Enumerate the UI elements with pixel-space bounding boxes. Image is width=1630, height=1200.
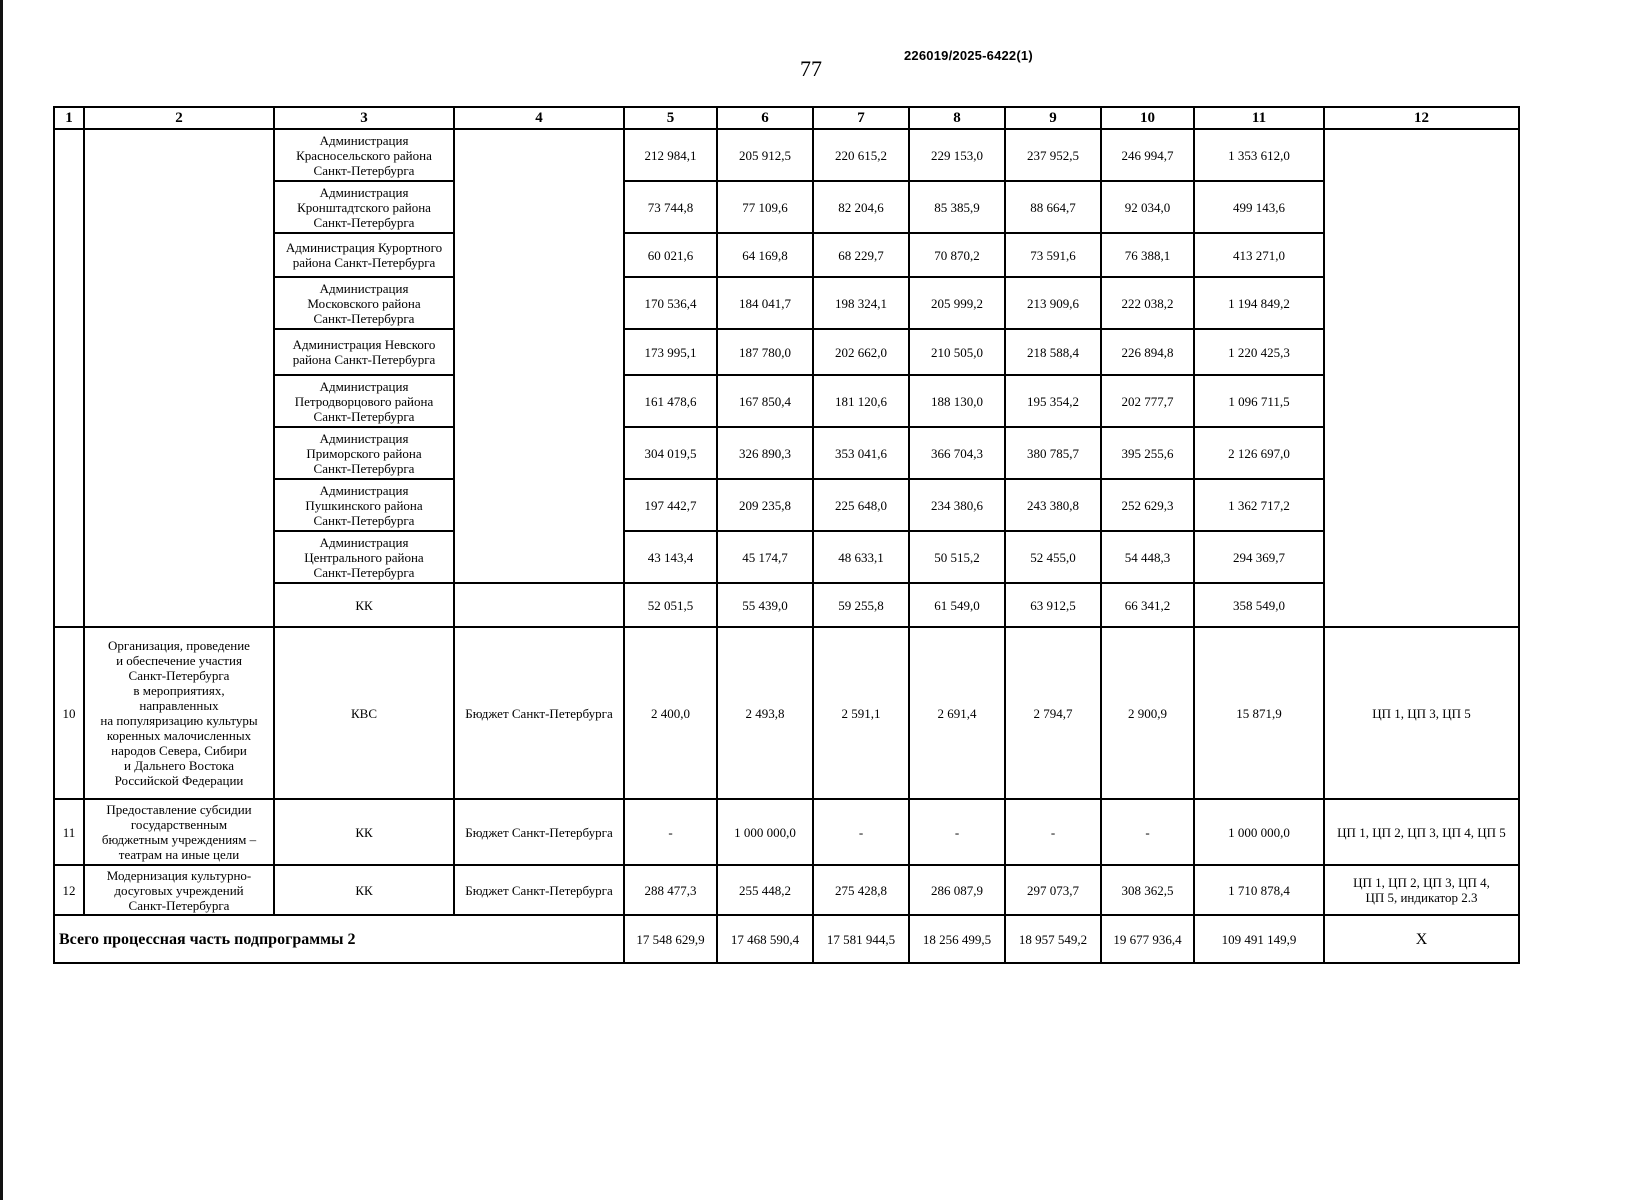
text-line: Администрация xyxy=(319,430,409,446)
amount-cell: 60 021,6 xyxy=(624,233,717,277)
text-line: Центрального района xyxy=(304,549,424,565)
amount-cell: 209 235,8 xyxy=(717,479,813,531)
text-line: бюджетным учреждениям – xyxy=(101,832,257,847)
amount-cell: 61 549,0 xyxy=(909,583,1005,627)
amount-cell: 1 096 711,5 xyxy=(1194,375,1324,427)
column-number-cell: 8 xyxy=(909,107,1005,129)
text-line: Петродворцового района xyxy=(294,393,434,409)
text-line: Санкт-Петербурга xyxy=(313,512,415,528)
table-row xyxy=(54,375,1519,427)
text-line: Красносельского района xyxy=(296,147,432,163)
text-line: на популяризацию культуры xyxy=(100,713,258,728)
amount-cell: 202 777,7 xyxy=(1101,375,1194,427)
text-line: Организация, проведение xyxy=(108,638,250,653)
text-line: Администрация xyxy=(319,482,409,498)
amount-cell: 197 442,7 xyxy=(624,479,717,531)
amount-cell: 413 271,0 xyxy=(1194,233,1324,277)
amount-cell: 1 710 878,4 xyxy=(1194,865,1324,915)
amount-cell: 2 126 697,0 xyxy=(1194,427,1324,479)
amount-cell: 304 019,5 xyxy=(624,427,717,479)
column-number-cell: 2 xyxy=(84,107,274,129)
amount-cell: 181 120,6 xyxy=(813,375,909,427)
text-line: ЦП 1, ЦП 2, ЦП 3, ЦП 4, ЦП 5 xyxy=(1337,824,1506,840)
text-line: Санкт-Петербурга xyxy=(128,897,230,913)
text-line: Московского района xyxy=(307,295,421,311)
text-line: и Дальнего Востока xyxy=(123,758,235,773)
executor-cell xyxy=(274,531,454,583)
row-number-cell xyxy=(54,129,84,627)
amount-cell: 2 900,9 xyxy=(1101,627,1194,799)
text-line: района Санкт-Петербурга xyxy=(292,352,436,367)
column-number-cell: 9 xyxy=(1005,107,1101,129)
executor-cell xyxy=(274,277,454,329)
executor-cell xyxy=(274,375,454,427)
amount-cell: 1 000 000,0 xyxy=(717,799,813,865)
amount-cell: 255 448,2 xyxy=(717,865,813,915)
amount-cell: 353 041,6 xyxy=(813,427,909,479)
text-line: досуговых учреждений xyxy=(114,882,244,898)
executor-cell xyxy=(274,129,454,181)
funding-source-cell xyxy=(454,129,624,583)
amount-cell: 77 109,6 xyxy=(717,181,813,233)
total-amount-cell: 17 548 629,9 xyxy=(624,915,717,963)
amount-cell: 88 664,7 xyxy=(1005,181,1101,233)
text-line: КК xyxy=(355,597,373,613)
executor-cell: КВС xyxy=(274,627,454,799)
amount-cell: 76 388,1 xyxy=(1101,233,1194,277)
amount-cell: 275 428,8 xyxy=(813,865,909,915)
document-code: 226019/2025-6422(1) xyxy=(904,48,1033,63)
text-line: ЦП 1, ЦП 2, ЦП 3, ЦП 4, xyxy=(1353,875,1490,890)
text-line: и обеспечение участия xyxy=(116,653,242,668)
event-name-cell xyxy=(84,799,274,865)
amount-cell: - xyxy=(909,799,1005,865)
total-amount-cell: 109 491 149,9 xyxy=(1194,915,1324,963)
total-amount-cell: 17 468 590,4 xyxy=(717,915,813,963)
column-number-cell: 11 xyxy=(1194,107,1324,129)
text-line: государственным xyxy=(130,817,228,832)
funding-source-cell: Бюджет Санкт-Петербурга xyxy=(454,865,624,915)
amount-cell: 161 478,6 xyxy=(624,375,717,427)
amount-cell: 288 477,3 xyxy=(624,865,717,915)
amount-cell: 358 549,0 xyxy=(1194,583,1324,627)
executor-cell xyxy=(274,329,454,375)
text-line: Санкт-Петербурга xyxy=(313,408,415,424)
amount-cell: 59 255,8 xyxy=(813,583,909,627)
text-line: Администрация xyxy=(319,280,409,296)
table-row xyxy=(54,865,1519,915)
amount-cell: 395 255,6 xyxy=(1101,427,1194,479)
amount-cell: 246 994,7 xyxy=(1101,129,1194,181)
event-name-cell xyxy=(84,129,274,627)
column-number-cell: 6 xyxy=(717,107,813,129)
text-line: района Санкт-Петербурга xyxy=(292,255,436,270)
amount-cell: 184 041,7 xyxy=(717,277,813,329)
amount-cell: 308 362,5 xyxy=(1101,865,1194,915)
amount-cell: 1 000 000,0 xyxy=(1194,799,1324,865)
amount-cell: 52 051,5 xyxy=(624,583,717,627)
amount-cell: 243 380,8 xyxy=(1005,479,1101,531)
text-line: Модернизация культурно- xyxy=(106,867,252,883)
amount-cell: 212 984,1 xyxy=(624,129,717,181)
amount-cell: - xyxy=(624,799,717,865)
table-row xyxy=(54,627,1519,799)
amount-cell: 170 536,4 xyxy=(624,277,717,329)
amount-cell: 226 894,8 xyxy=(1101,329,1194,375)
column-number-cell: 7 xyxy=(813,107,909,129)
amount-cell: 225 648,0 xyxy=(813,479,909,531)
text-line: Санкт-Петербурга xyxy=(313,460,415,476)
total-amount-cell: 18 256 499,5 xyxy=(909,915,1005,963)
column-number-cell: 10 xyxy=(1101,107,1194,129)
amount-cell: 187 780,0 xyxy=(717,329,813,375)
text-line: Администрация Курортного xyxy=(285,240,443,255)
amount-cell: 55 439,0 xyxy=(717,583,813,627)
amount-cell: 64 169,8 xyxy=(717,233,813,277)
funding-source-cell: Бюджет Санкт-Петербурга xyxy=(454,627,624,799)
total-row xyxy=(54,915,1519,963)
amount-cell: 63 912,5 xyxy=(1005,583,1101,627)
amount-cell: 92 034,0 xyxy=(1101,181,1194,233)
text-line: Кронштадтского района xyxy=(297,199,431,215)
amount-cell: 366 704,3 xyxy=(909,427,1005,479)
text-line: Администрация xyxy=(319,378,409,394)
amount-cell: 167 850,4 xyxy=(717,375,813,427)
amount-cell: 294 369,7 xyxy=(1194,531,1324,583)
amount-cell: 195 354,2 xyxy=(1005,375,1101,427)
amount-cell: 210 505,0 xyxy=(909,329,1005,375)
executor-cell xyxy=(274,479,454,531)
amount-cell: 52 455,0 xyxy=(1005,531,1101,583)
indicator-cell xyxy=(1324,799,1519,865)
amount-cell: 54 448,3 xyxy=(1101,531,1194,583)
amount-cell: 73 591,6 xyxy=(1005,233,1101,277)
amount-cell: 2 691,4 xyxy=(909,627,1005,799)
table-row xyxy=(54,427,1519,479)
total-label-cell: Всего процессная часть подпрограммы 2 xyxy=(54,915,624,963)
text-line: Пушкинского района xyxy=(305,497,423,513)
table-row xyxy=(54,277,1519,329)
row-number-cell: 10 xyxy=(54,627,84,799)
column-number-cell: 4 xyxy=(454,107,624,129)
table-row xyxy=(54,799,1519,865)
column-number-cell: 12 xyxy=(1324,107,1519,129)
amount-cell: - xyxy=(1101,799,1194,865)
amount-cell: 2 591,1 xyxy=(813,627,909,799)
amount-cell: 252 629,3 xyxy=(1101,479,1194,531)
table-row xyxy=(54,479,1519,531)
amount-cell: 220 615,2 xyxy=(813,129,909,181)
executor-cell xyxy=(274,181,454,233)
amount-cell: 50 515,2 xyxy=(909,531,1005,583)
amount-cell: 1 194 849,2 xyxy=(1194,277,1324,329)
amount-cell: 45 174,7 xyxy=(717,531,813,583)
amount-cell: 205 912,5 xyxy=(717,129,813,181)
text-line: коренных малочисленных xyxy=(106,728,252,743)
amount-cell: 229 153,0 xyxy=(909,129,1005,181)
text-line: Предоставление субсидии xyxy=(106,802,252,817)
text-line: Санкт-Петербурга xyxy=(128,668,230,683)
amount-cell: 198 324,1 xyxy=(813,277,909,329)
amount-cell: 1 220 425,3 xyxy=(1194,329,1324,375)
indicator-cell xyxy=(1324,627,1519,799)
budget-table xyxy=(53,106,1520,964)
amount-cell: 2 794,7 xyxy=(1005,627,1101,799)
amount-cell: 326 890,3 xyxy=(717,427,813,479)
amount-cell: 218 588,4 xyxy=(1005,329,1101,375)
text-line: в мероприятиях, xyxy=(133,683,225,698)
amount-cell: - xyxy=(1005,799,1101,865)
table-row xyxy=(54,233,1519,277)
amount-cell: 380 785,7 xyxy=(1005,427,1101,479)
amount-cell: 68 229,7 xyxy=(813,233,909,277)
total-amount-cell: 17 581 944,5 xyxy=(813,915,909,963)
text-line: ЦП 5, индикатор 2.3 xyxy=(1365,890,1478,905)
amount-cell: 1 353 612,0 xyxy=(1194,129,1324,181)
amount-cell: 85 385,9 xyxy=(909,181,1005,233)
amount-cell: 2 493,8 xyxy=(717,627,813,799)
text-line: направленных xyxy=(139,698,219,713)
event-name-cell xyxy=(84,627,274,799)
amount-cell: 73 744,8 xyxy=(624,181,717,233)
amount-cell: 499 143,6 xyxy=(1194,181,1324,233)
amount-cell: 1 362 717,2 xyxy=(1194,479,1324,531)
amount-cell: 2 400,0 xyxy=(624,627,717,799)
text-line: Администрация xyxy=(319,534,409,550)
amount-cell: 286 087,9 xyxy=(909,865,1005,915)
amount-cell: 70 870,2 xyxy=(909,233,1005,277)
text-line: Администрация xyxy=(319,132,409,148)
amount-cell: 205 999,2 xyxy=(909,277,1005,329)
amount-cell: - xyxy=(813,799,909,865)
total-amount-cell: 19 677 936,4 xyxy=(1101,915,1194,963)
indicator-cell xyxy=(1324,865,1519,915)
total-marker-cell: Х xyxy=(1324,915,1519,963)
funding-source-cell: Бюджет Санкт-Петербурга xyxy=(454,799,624,865)
text-line: Санкт-Петербурга xyxy=(313,214,415,230)
amount-cell: 202 662,0 xyxy=(813,329,909,375)
total-amount-cell: 18 957 549,2 xyxy=(1005,915,1101,963)
column-number-cell: 3 xyxy=(274,107,454,129)
event-name-cell xyxy=(84,865,274,915)
text-line: Российской Федерации xyxy=(114,773,244,788)
text-line: ЦП 1, ЦП 3, ЦП 5 xyxy=(1372,705,1471,721)
column-number-cell: 1 xyxy=(54,107,84,129)
table-row xyxy=(54,531,1519,583)
row-number-cell: 12 xyxy=(54,865,84,915)
amount-cell: 82 204,6 xyxy=(813,181,909,233)
text-line: Администрация Невского xyxy=(292,337,436,352)
text-line: Санкт-Петербурга xyxy=(313,564,415,580)
amount-cell: 222 038,2 xyxy=(1101,277,1194,329)
text-line: Санкт-Петербурга xyxy=(313,162,415,178)
indicator-cell xyxy=(1324,129,1519,627)
table-row xyxy=(54,181,1519,233)
table-row xyxy=(54,329,1519,375)
amount-cell: 188 130,0 xyxy=(909,375,1005,427)
executor-cell xyxy=(274,583,454,627)
amount-cell: 237 952,5 xyxy=(1005,129,1101,181)
text-line: Администрация xyxy=(319,184,409,200)
amount-cell: 48 633,1 xyxy=(813,531,909,583)
scan-edge xyxy=(0,0,3,1200)
executor-cell xyxy=(274,233,454,277)
table-row xyxy=(54,583,1519,627)
executor-cell xyxy=(274,427,454,479)
executor-cell: КК xyxy=(274,865,454,915)
page-number: 77 xyxy=(800,56,822,81)
column-number-row xyxy=(54,107,1519,129)
amount-cell: 15 871,9 xyxy=(1194,627,1324,799)
funding-source-cell xyxy=(454,583,624,627)
text-line: Приморского района xyxy=(306,445,422,461)
amount-cell: 43 143,4 xyxy=(624,531,717,583)
executor-cell: КК xyxy=(274,799,454,865)
text-line: народов Севера, Сибири xyxy=(111,743,247,758)
amount-cell: 66 341,2 xyxy=(1101,583,1194,627)
amount-cell: 297 073,7 xyxy=(1005,865,1101,915)
amount-cell: 173 995,1 xyxy=(624,329,717,375)
amount-cell: 234 380,6 xyxy=(909,479,1005,531)
amount-cell: 213 909,6 xyxy=(1005,277,1101,329)
text-line: театрам на иные цели xyxy=(118,847,240,862)
column-number-cell: 5 xyxy=(624,107,717,129)
table-row xyxy=(54,129,1519,181)
row-number-cell: 11 xyxy=(54,799,84,865)
text-line: Санкт-Петербурга xyxy=(313,310,415,326)
